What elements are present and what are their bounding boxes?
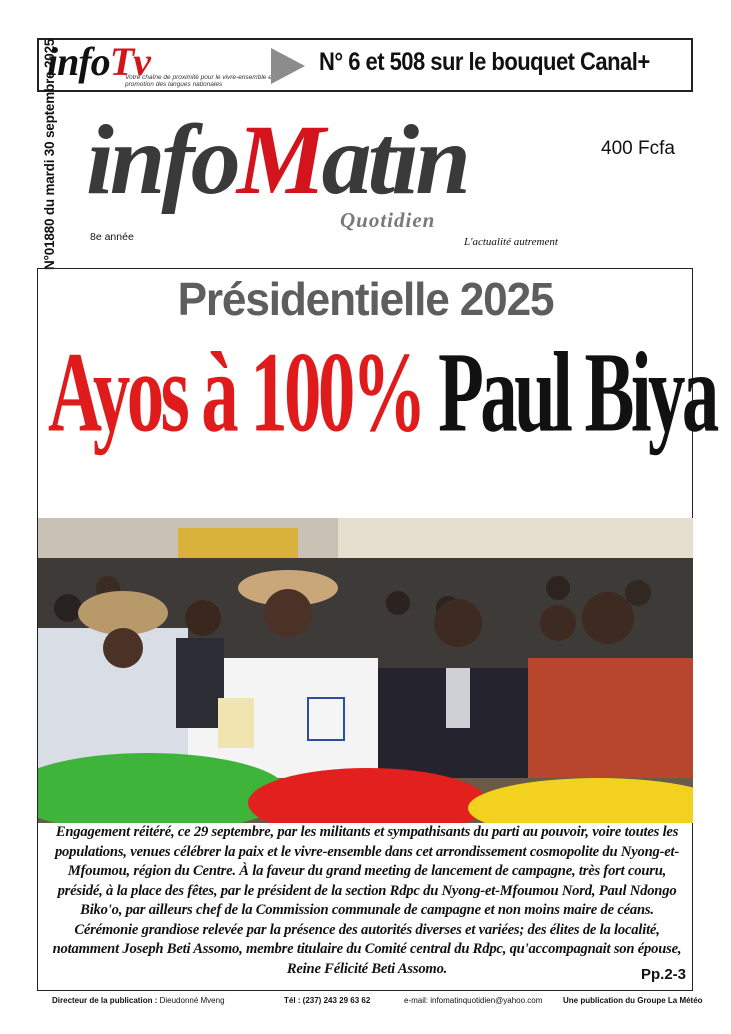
infotv-logo-wordmark: infoTv xyxy=(47,39,150,84)
masthead-subtitle: Quotidien xyxy=(340,208,436,232)
photo-caption: Engagement réitéré, ce 29 septembre, par les militants et sympathisants du parti au pouvoir, voire toutes les populations, venues célébrer la paix et le vivre-ensemble dans cet arrondissement cosmopolite du Nyong-et-Mfoumou, région du Centre. À la faveur du grand meeting de lancement de campagne, très fort couru, présidé, à la place des fêtes, par le président de la section Rdpc du Nyong-et-Mfoumou Nord, Paul Ndongo Biko'o, par ailleurs chef de la Commission communale de campagne et non moins maire de céans. Cérémonie grandiose relevée par la présence des autorités diverses et variées; des élites de la localité, notamment Joseph Beti Assomo, membre titulaire du Comité central du Rdpc, qu'accompagnait son épouse, Reine Félicité Beti Assomo. xyxy=(52,824,682,977)
masthead-title: infoMatin xyxy=(86,104,467,215)
masthead-slogan: L'actualité autrement xyxy=(464,236,558,248)
footer-email: e-mail: infomatinquotidien@yahoo.com xyxy=(404,996,543,1005)
issue-date-vertical: N°01880 du mardi 30 septembre 2025 xyxy=(42,38,57,270)
kicker-headline: Présidentielle 2025 xyxy=(177,273,554,325)
cover-price: 400 Fcfa xyxy=(601,138,675,159)
page-reference: Pp.2-3 xyxy=(641,966,687,983)
infotv-tagline: Votre chaîne de proximité pour le vivre-ensemble et la promotion des langues nationales xyxy=(125,74,281,88)
front-page-photo xyxy=(38,518,693,823)
footer-publisher: Une publication du Groupe La Météo xyxy=(563,996,703,1005)
footer-telephone: Tél : (237) 243 29 63 62 xyxy=(284,996,371,1005)
footer-director: Directeur de la publication : Dieudonné Mveng xyxy=(52,996,225,1005)
headline-red-part: Ayos à 100% xyxy=(48,329,424,456)
play-arrow-icon xyxy=(271,48,305,84)
main-headline xyxy=(48,329,716,456)
edition-year: 8e année xyxy=(90,231,134,243)
infotv-logo xyxy=(45,40,285,90)
masthead xyxy=(86,104,606,250)
channel-number-text: N° 6 et 508 sur le bouquet Canal+ xyxy=(319,48,650,76)
headline-black-part: Paul Biya xyxy=(438,329,716,456)
infotv-banner xyxy=(37,38,693,92)
